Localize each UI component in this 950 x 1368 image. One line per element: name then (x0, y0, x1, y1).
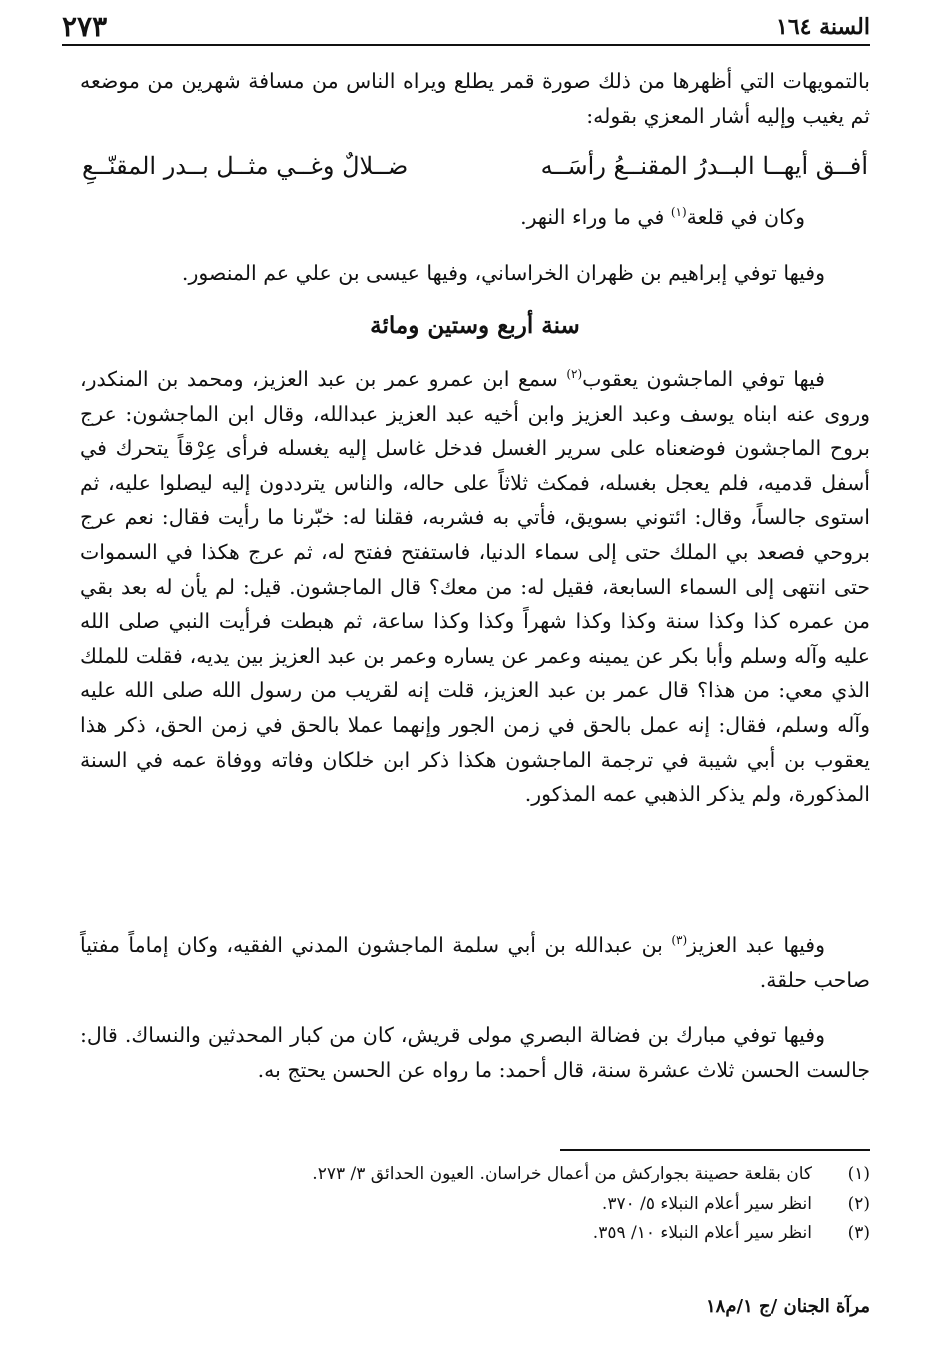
abdulaziz-text-end: بن عبدالله بن أبي سلمة الماجشون المدني الفقيه، وكان إماماً مفتياً صاحب حلقة. (80, 933, 870, 992)
intro-paragraph: بالتمويهات التي أظهرها من ذلك صورة قمر يطلع ويراه الناس من مسافة شهرين من موضعه ثم يغيب وإليه أشار المعزي بقوله: (80, 69, 870, 128)
section-heading: سنة أربع وستين ومائة (370, 312, 580, 339)
footnote-item (80, 1219, 870, 1249)
header-year: السنة ١٦٤ (776, 14, 870, 40)
footnote-text: انظر سير أعلام النبلاء ١٠/ ٣٥٩. (592, 1223, 812, 1243)
majishun-text: فيها توفي الماجشون يعقوب (582, 367, 825, 391)
footnotes (80, 1160, 870, 1249)
footnote-item (80, 1160, 870, 1190)
abdulaziz-text: وفيها عبد العزيز (687, 933, 825, 957)
verse-second-hemistich: ضــلالٌ وغــي مثــل بــدر المقنّــعِ (82, 152, 409, 180)
footnote-ref-1: (١) (670, 205, 687, 220)
majishun-paragraph (80, 362, 870, 812)
running-header (62, 10, 870, 46)
castle-text: وكان في قلعة (686, 205, 805, 229)
footnote-ref-3: (٣) (671, 933, 688, 948)
footnote-number: (٢) (847, 1193, 870, 1214)
footnote-ref-2: (٢) (566, 367, 583, 382)
castle-paragraph (80, 200, 805, 235)
deaths-paragraph: وفيها توفي إبراهيم بن ظهران الخراساني، وفيها عيسى بن علي عم المنصور. (181, 261, 825, 285)
poem-verse (82, 152, 868, 202)
footnote-text: كان بقلعة حصينة بجواركش من أعمال خراسان. العيون الحدائق ٣/ ٢٧٣. (312, 1164, 812, 1184)
majishun-text-end: سمع ابن عمرو عمر بن عبد العزيز، ومحمد بن المنكدر، وروى عنه ابناه يوسف وعبد العزيز وابن أخيه عبد العزيز عبدالله، وقال ابن الماجشون: عرج بروح الماجشون فوضعناه على سرير الغسل فدخل غاسل إليه يغسله فرأى عِرْقاً يتحرك في أسفل قدميه، فلم يعجل بغسله، فمكث ثلاثاً على حاله، والناس يترددون إليه ليصلوا عليه، ثم استوى جالساً، وقال: ائتوني بسويق، فأتي به فشربه، فقلنا له: خبّرنا ما رأيت فقال: نعم عرج بروحي فصعد بي الملك حتى إلى سماء الدنيا، فاستفتح ففتح له، ثم عرج هكذا في السموات حتى انتهى إلى السماء السابعة، فقيل له: من معك؟ قال الماجشون. قيل: لم يأن له بعد بقي من عمره كذا وكذا سنة وكذا وكذا شهراً وكذا وكذا ساعة، ثم هبطت فرأيت النبي صلى الله عليه وآله وسلم وأبا بكر عن يمينه وعمر عن يساره وعمر بن عبد العزيز بين يديه، فقلت للملك الذي معي: من هذا؟ قال عمر بن عبد العزيز، قلت إنه لقريب من رسول الله صلى الله عليه وآله وسلم، فقال: إنه عمل بالحق في زمن الجور وإنهما عملا بالحق في زمن الحق، ذكر هذا يعقوب بن أبي شيبة في ترجمة الماجشون هكذا ذكر ابن خلكان وفاته ووفاة عمه في السنة المذكورة، ولم يذكر الذهبي عمه المذكور. (80, 367, 870, 807)
signature-mark: مرآة الجنان /ج ١/م١٨ (706, 1296, 870, 1317)
verse-first-hemistich: أفــق أيهــا البــدرُ المقنــعُ رأسَــه (540, 152, 868, 180)
footnote-item (80, 1190, 870, 1220)
footnote-text: انظر سير أعلام النبلاء ٥/ ٣٧٠. (601, 1193, 812, 1214)
mubarak-paragraph: وفيها توفي مبارك بن فضالة البصري مولى قريش، كان من كبار المحدثين والنساك. قال: جالست الحسن ثلاث عشرة سنة، قال أحمد: ما رواه عن الحسن يحتج به. (80, 1023, 870, 1082)
footnote-number: (٣) (847, 1223, 870, 1243)
castle-text-end: في ما وراء النهر. (520, 205, 671, 229)
abdulaziz-paragraph (80, 928, 870, 997)
footnote-separator (560, 1149, 870, 1151)
page-number: ٢٧٣ (62, 10, 108, 43)
footnote-number: (١) (847, 1164, 870, 1184)
